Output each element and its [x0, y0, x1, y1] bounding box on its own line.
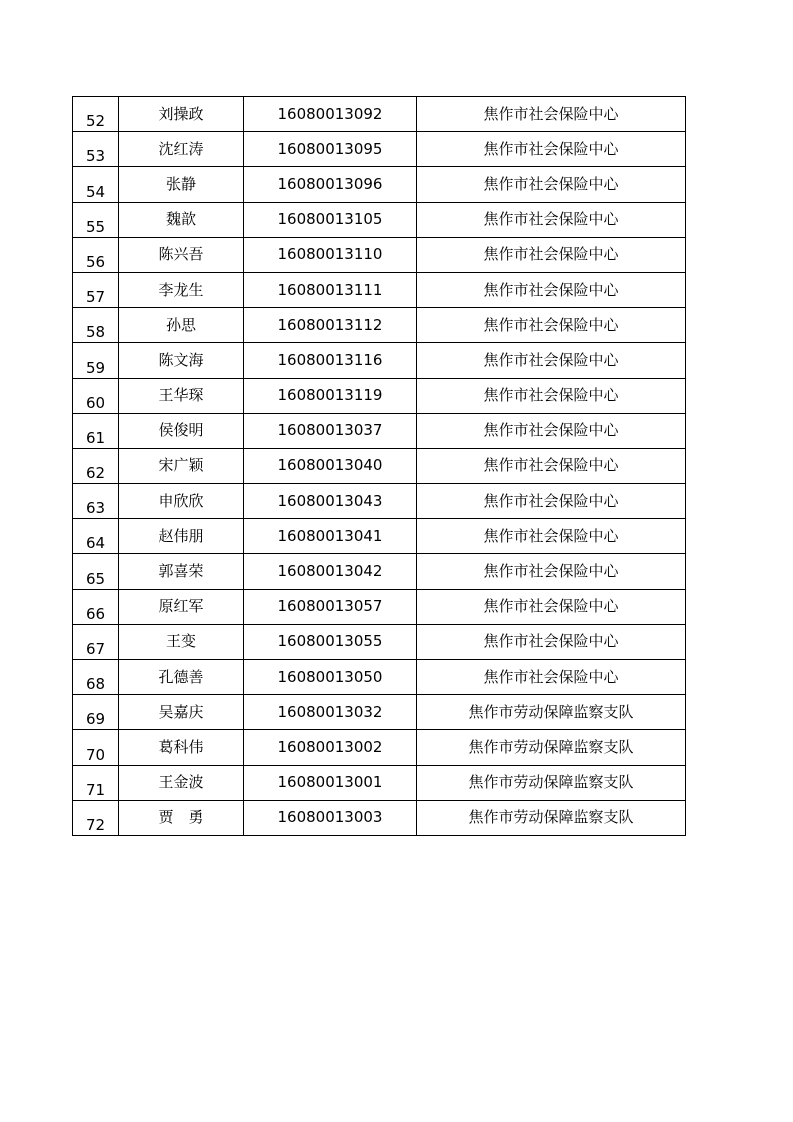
table-row [73, 660, 686, 695]
person-name-cell [119, 448, 244, 483]
organization: 焦作市劳动保障监察支队 [468, 702, 634, 721]
table-row [73, 589, 686, 624]
row-number-cell [73, 378, 119, 413]
table-row [73, 272, 686, 307]
row-number-cell [73, 343, 119, 378]
organization-cell [417, 589, 686, 624]
organization: 焦作市社会保险中心 [483, 280, 619, 299]
row-number-cell [73, 695, 119, 730]
row-number: 70 [85, 745, 106, 764]
person-name: 葛科伟 [158, 737, 204, 756]
table-row [73, 624, 686, 659]
person-name: 刘操政 [158, 104, 204, 123]
person-name: 张静 [165, 174, 196, 193]
ticket-number: 16080013095 [277, 139, 383, 158]
person-name: 孔德善 [158, 667, 204, 686]
organization: 焦作市劳动保障监察支队 [468, 737, 634, 756]
table-row [73, 554, 686, 589]
ticket-number-cell [244, 343, 417, 378]
person-name-cell [119, 202, 244, 237]
row-number-cell [73, 237, 119, 272]
ticket-number: 16080013111 [277, 280, 383, 299]
organization-cell [417, 624, 686, 659]
ticket-number: 16080013001 [277, 773, 383, 792]
person-name-cell [119, 624, 244, 659]
row-number: 63 [85, 499, 106, 518]
person-name-cell [119, 343, 244, 378]
person-name: 李龙生 [158, 280, 204, 299]
row-number-cell [73, 132, 119, 167]
organization: 焦作市社会保险中心 [483, 386, 619, 405]
person-name-cell [119, 800, 244, 835]
person-name-cell [119, 589, 244, 624]
row-number-cell [73, 448, 119, 483]
person-name: 陈兴吾 [158, 245, 204, 264]
organization: 焦作市社会保险中心 [483, 350, 619, 369]
ticket-number: 16080013110 [277, 245, 383, 264]
table-row [73, 484, 686, 519]
row-number: 71 [85, 780, 106, 799]
person-name: 贾 勇 [158, 808, 204, 827]
table-row [73, 343, 686, 378]
table-row [73, 448, 686, 483]
row-number-cell [73, 272, 119, 307]
person-name: 沈红涛 [158, 139, 204, 158]
row-number: 66 [85, 604, 106, 623]
organization-cell [417, 167, 686, 202]
ticket-number-cell [244, 624, 417, 659]
table-row [73, 730, 686, 765]
roster-table [72, 96, 686, 836]
ticket-number: 16080013003 [277, 808, 383, 827]
ticket-number-cell [244, 167, 417, 202]
table-row [73, 695, 686, 730]
person-name: 郭喜荣 [158, 562, 204, 581]
row-number: 55 [85, 217, 106, 236]
ticket-number-cell [244, 695, 417, 730]
ticket-number-cell [244, 413, 417, 448]
person-name: 孙思 [165, 315, 196, 334]
ticket-number: 16080013040 [277, 456, 383, 475]
ticket-number-cell [244, 308, 417, 343]
organization: 焦作市社会保险中心 [483, 491, 619, 510]
row-number: 52 [85, 112, 106, 131]
row-number: 67 [85, 640, 106, 658]
table-row [73, 97, 686, 132]
person-name-cell [119, 519, 244, 554]
row-number-cell [73, 554, 119, 589]
row-number-cell [73, 589, 119, 624]
ticket-number-cell [244, 730, 417, 765]
person-name-cell [119, 272, 244, 307]
organization: 焦作市社会保险中心 [483, 245, 619, 264]
row-number-cell [73, 519, 119, 554]
organization: 焦作市劳动保障监察支队 [468, 808, 634, 827]
ticket-number-cell [244, 97, 417, 132]
ticket-number-cell [244, 519, 417, 554]
person-name-cell [119, 308, 244, 343]
person-name: 吴嘉庆 [158, 702, 204, 721]
organization-cell [417, 202, 686, 237]
organization-cell [417, 765, 686, 800]
row-number-cell [73, 730, 119, 765]
person-name: 王变 [165, 632, 196, 651]
row-number-cell [73, 308, 119, 343]
ticket-number-cell [244, 202, 417, 237]
ticket-number-cell [244, 378, 417, 413]
ticket-number-cell [244, 589, 417, 624]
table-row [73, 132, 686, 167]
organization-cell [417, 448, 686, 483]
table-row [73, 202, 686, 237]
row-number: 72 [85, 815, 106, 834]
row-number: 65 [85, 569, 106, 588]
organization-cell [417, 519, 686, 554]
organization-cell [417, 343, 686, 378]
row-number: 56 [85, 252, 106, 271]
row-number: 59 [85, 358, 106, 377]
ticket-number-cell [244, 554, 417, 589]
ticket-number: 16080013041 [277, 526, 383, 545]
ticket-number-cell [244, 765, 417, 800]
organization-cell [417, 97, 686, 132]
organization-cell [417, 237, 686, 272]
row-number-cell [73, 167, 119, 202]
organization-cell [417, 378, 686, 413]
organization: 焦作市社会保险中心 [483, 421, 619, 440]
organization-cell [417, 132, 686, 167]
table-row [73, 237, 686, 272]
ticket-number-cell [244, 484, 417, 519]
row-number-cell [73, 624, 119, 659]
ticket-number-cell [244, 800, 417, 835]
ticket-number: 16080013055 [277, 632, 383, 651]
organization-cell [417, 272, 686, 307]
person-name-cell [119, 730, 244, 765]
person-name-cell [119, 132, 244, 167]
organization: 焦作市社会保险中心 [483, 526, 619, 545]
organization: 焦作市社会保险中心 [483, 210, 619, 229]
ticket-number: 16080013050 [277, 667, 383, 686]
organization: 焦作市劳动保障监察支队 [468, 773, 634, 792]
person-name-cell [119, 765, 244, 800]
row-number: 69 [85, 710, 106, 729]
row-number: 64 [85, 534, 106, 553]
organization: 焦作市社会保险中心 [483, 139, 619, 158]
ticket-number: 16080013002 [277, 737, 383, 756]
row-number-cell [73, 800, 119, 835]
ticket-number: 16080013116 [277, 350, 383, 369]
table-row [73, 765, 686, 800]
ticket-number: 16080013037 [277, 421, 383, 440]
row-number: 61 [85, 428, 106, 447]
person-name-cell [119, 237, 244, 272]
person-name: 陈文海 [158, 350, 204, 369]
table-row [73, 413, 686, 448]
ticket-number-cell [244, 660, 417, 695]
organization: 焦作市社会保险中心 [483, 315, 619, 334]
ticket-number-cell [244, 132, 417, 167]
organization: 焦作市社会保险中心 [483, 174, 619, 193]
organization-cell [417, 413, 686, 448]
organization-cell [417, 660, 686, 695]
person-name: 魏歆 [165, 210, 196, 229]
row-number-cell [73, 97, 119, 132]
row-number: 53 [85, 147, 106, 166]
ticket-number-cell [244, 448, 417, 483]
row-number: 60 [85, 393, 106, 412]
ticket-number: 16080013032 [277, 702, 383, 721]
person-name-cell [119, 413, 244, 448]
ticket-number: 16080013112 [277, 315, 383, 334]
person-name: 宋广颖 [158, 456, 204, 475]
table-row [73, 800, 686, 835]
person-name: 申欣欣 [158, 491, 204, 510]
roster-body [73, 97, 686, 836]
organization-cell [417, 554, 686, 589]
ticket-number: 16080013096 [277, 174, 383, 193]
ticket-number-cell [244, 237, 417, 272]
table-row [73, 519, 686, 554]
organization: 焦作市社会保险中心 [483, 597, 619, 616]
person-name-cell [119, 484, 244, 519]
organization: 焦作市社会保险中心 [483, 562, 619, 581]
person-name: 王华琛 [158, 386, 204, 405]
person-name-cell [119, 378, 244, 413]
person-name-cell [119, 554, 244, 589]
table-row [73, 167, 686, 202]
person-name: 侯俊明 [158, 421, 204, 440]
ticket-number: 16080013119 [277, 386, 383, 405]
row-number-cell [73, 765, 119, 800]
person-name-cell [119, 167, 244, 202]
organization-cell [417, 484, 686, 519]
row-number: 57 [85, 288, 106, 307]
ticket-number: 16080013042 [277, 562, 383, 581]
person-name: 赵伟朋 [158, 526, 204, 545]
organization: 焦作市社会保险中心 [483, 632, 619, 651]
organization-cell [417, 730, 686, 765]
person-name: 王金波 [158, 773, 204, 792]
organization: 焦作市社会保险中心 [483, 456, 619, 475]
organization: 焦作市社会保险中心 [483, 104, 619, 123]
row-number-cell [73, 202, 119, 237]
table-row [73, 378, 686, 413]
organization-cell [417, 308, 686, 343]
ticket-number: 16080013043 [277, 491, 383, 510]
row-number: 58 [85, 323, 106, 342]
row-number: 68 [85, 675, 106, 694]
row-number-cell [73, 660, 119, 695]
row-number-cell [73, 413, 119, 448]
person-name-cell [119, 695, 244, 730]
organization-cell [417, 800, 686, 835]
row-number-cell [73, 484, 119, 519]
row-number: 62 [85, 464, 106, 483]
table-row [73, 308, 686, 343]
ticket-number: 16080013092 [277, 104, 383, 123]
person-name: 原红军 [158, 597, 204, 616]
person-name-cell [119, 660, 244, 695]
person-name-cell [119, 97, 244, 132]
ticket-number: 16080013105 [277, 210, 383, 229]
organization: 焦作市社会保险中心 [483, 667, 619, 686]
row-number: 54 [85, 182, 106, 201]
ticket-number: 16080013057 [277, 597, 383, 616]
organization-cell [417, 695, 686, 730]
ticket-number-cell [244, 272, 417, 307]
